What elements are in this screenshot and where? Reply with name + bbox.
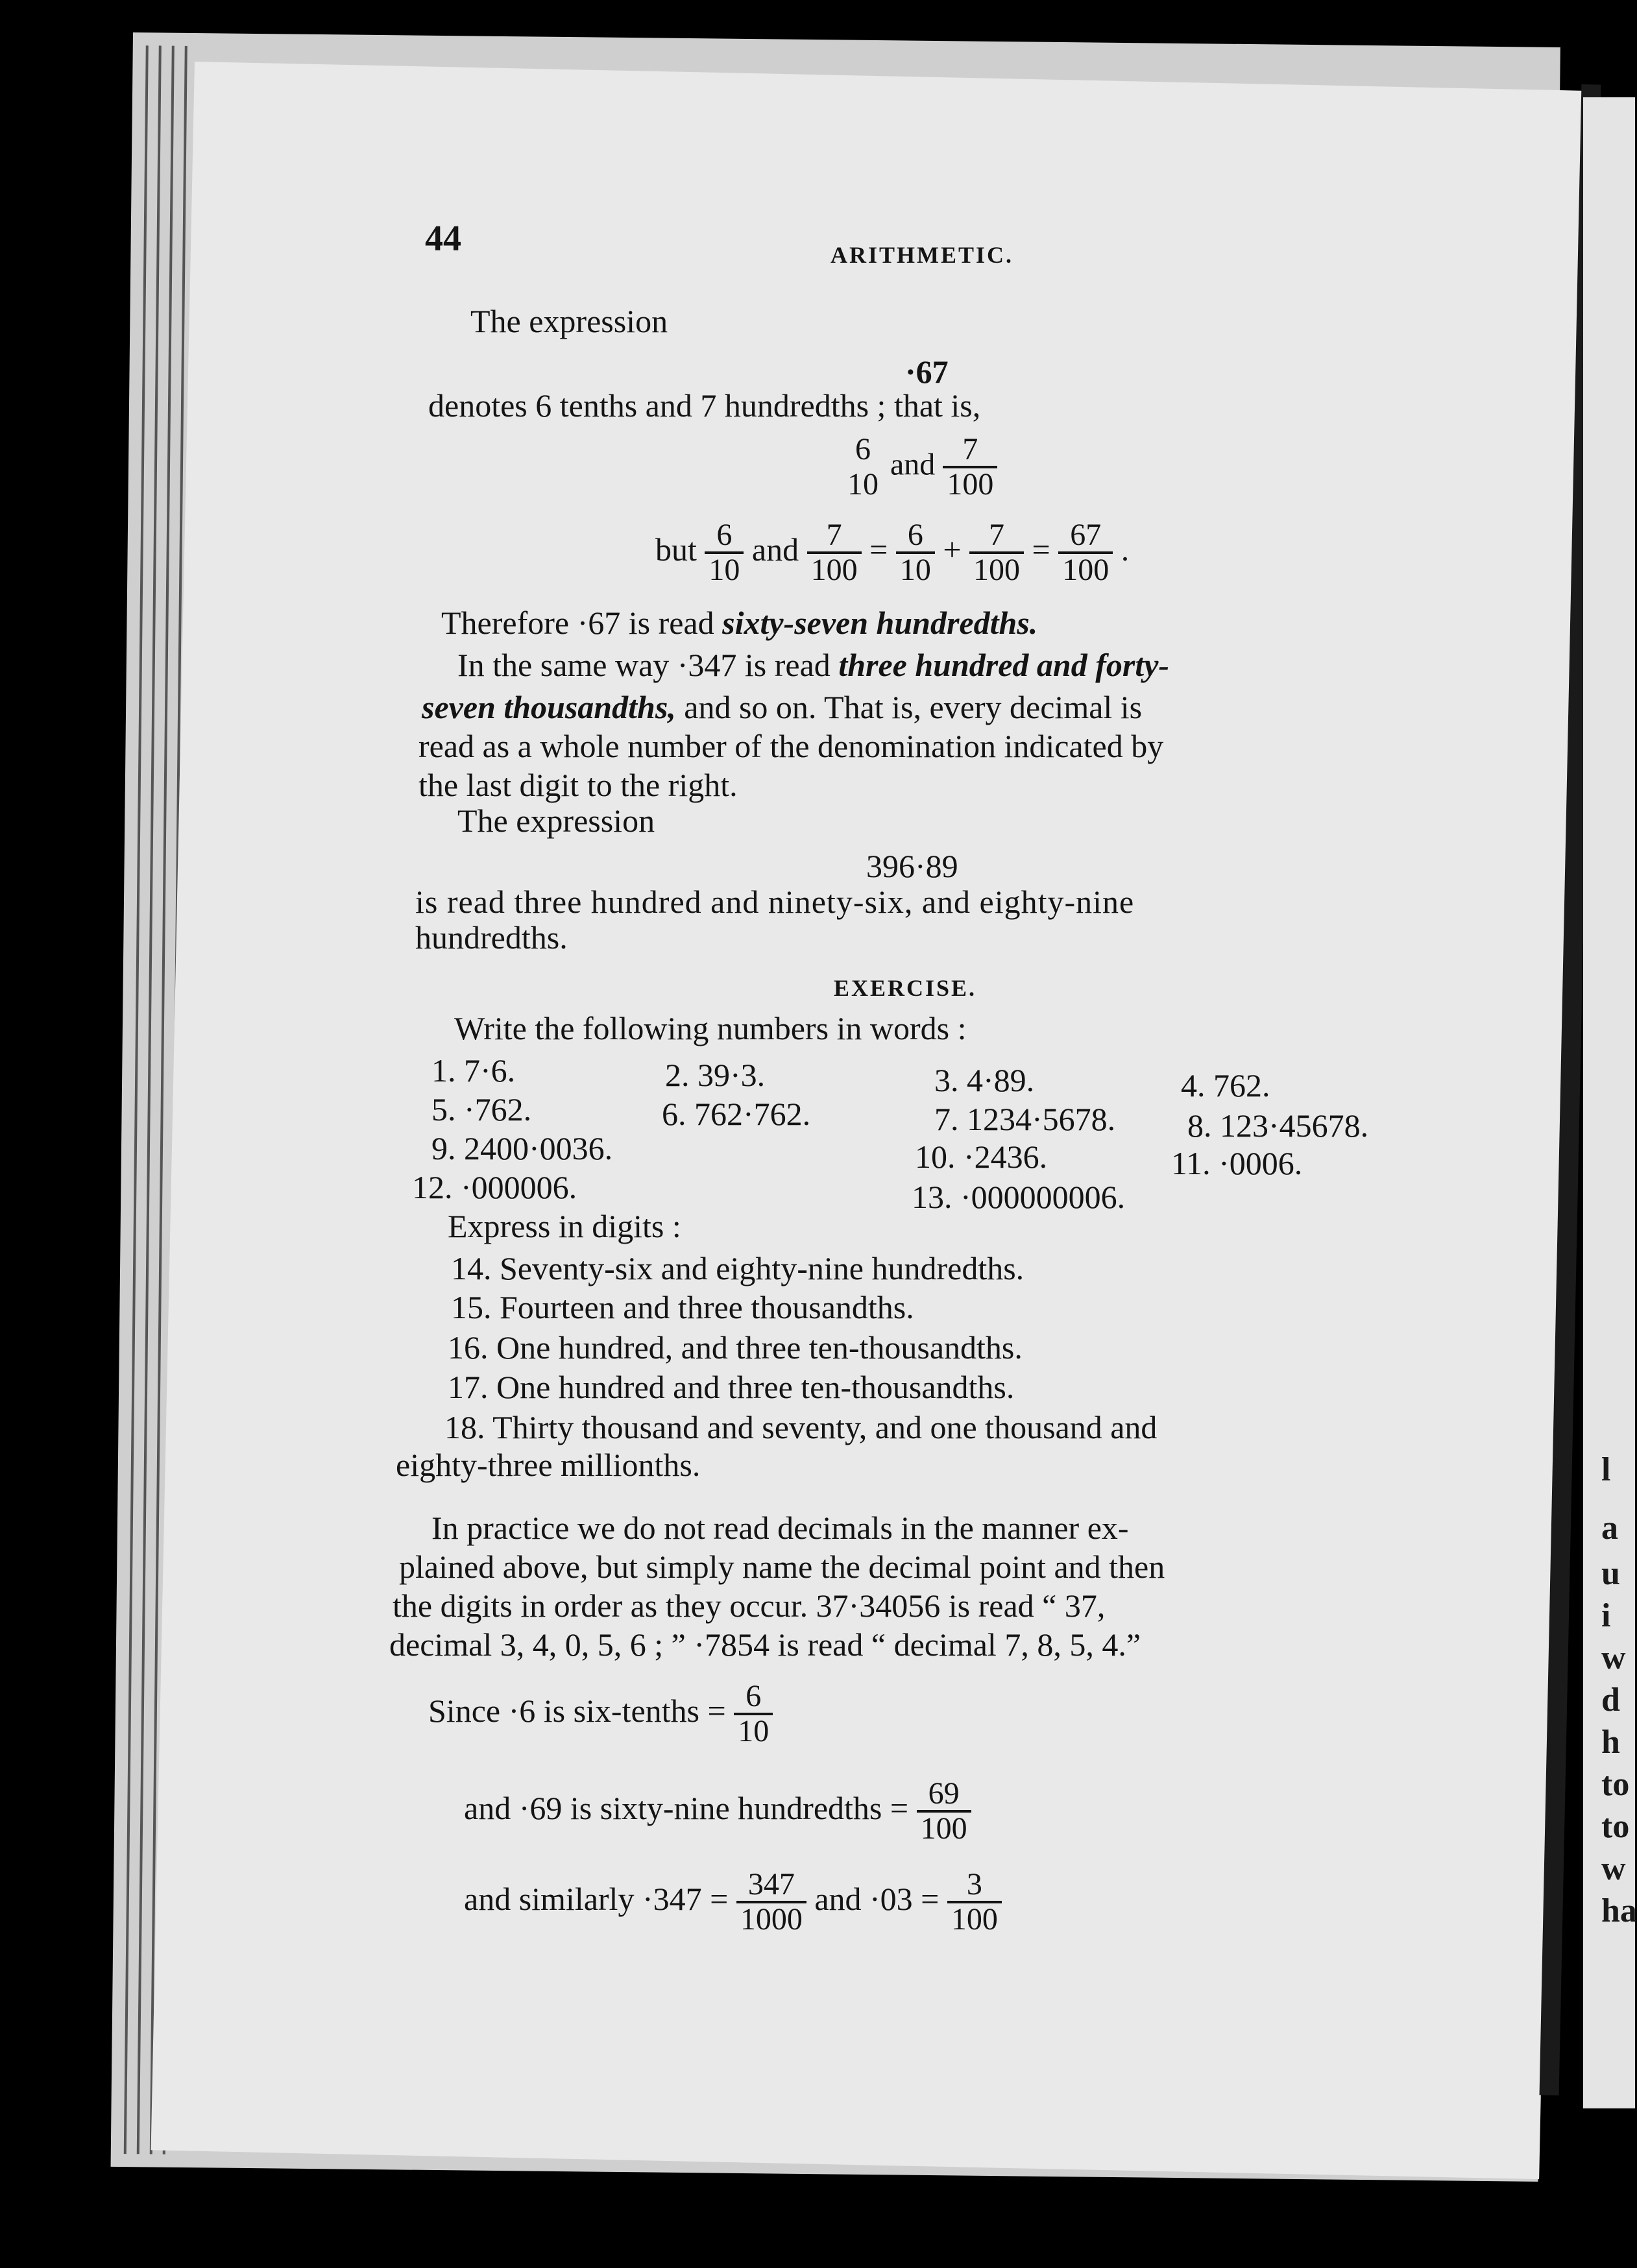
facing-text: to xyxy=(1601,1808,1630,1845)
text-run: Therefore ·67 is read xyxy=(441,605,723,641)
fraction: $\frac{7}{100}$ xyxy=(969,519,1024,587)
fraction: $\frac{69}{100}$ xyxy=(917,1778,971,1846)
facing-text: i xyxy=(1601,1597,1611,1634)
exercise-item: 1. 7·6. xyxy=(431,1052,516,1089)
exercise-item: 11. ·0006. xyxy=(1171,1145,1303,1181)
fraction: $\frac{7}{100}$ xyxy=(807,519,862,587)
running-title: ARITHMETIC. xyxy=(831,242,1014,268)
exercise-item: 5. ·762. xyxy=(431,1091,532,1128)
page-number: 44 xyxy=(425,219,461,259)
fraction: $\frac{347}{1000}$ xyxy=(736,1868,806,1936)
exercise-subheading: Express in digits : xyxy=(448,1208,681,1244)
exercise-item: 2. 39·3. xyxy=(665,1057,766,1093)
paragraph-line: denotes 6 tenths and 7 hundredths ; that is, xyxy=(428,387,981,424)
facing-text: l xyxy=(1601,1451,1611,1488)
exercise-item: 4. 762. xyxy=(1181,1067,1270,1104)
paragraph-line xyxy=(441,607,1037,639)
fraction: $\frac{3}{100}$ xyxy=(947,1868,1002,1936)
equation-fractions xyxy=(843,433,997,501)
italic-text: sixty-seven hundredths. xyxy=(722,605,1038,641)
facing-text: w xyxy=(1601,1639,1626,1676)
text-run: Since ·6 is six-tenths = xyxy=(428,1692,726,1729)
equation-word: but xyxy=(655,531,697,568)
paragraph-line: In practice we do not read decimals in the manner ex- xyxy=(431,1510,1129,1546)
paragraph-line: The expression xyxy=(457,802,655,839)
exercise-item: 8. 123·45678. xyxy=(1187,1107,1369,1144)
exercise-item: 6. 762·762. xyxy=(662,1096,811,1132)
exercise-item: 14. Seventy-six and eighty-nine hundredths. xyxy=(451,1250,1025,1286)
exercise-item: 7. 1234·5678. xyxy=(934,1101,1116,1137)
exercise-item: 15. Fourteen and three thousandths. xyxy=(451,1289,914,1325)
paragraph-line: hundredths. xyxy=(415,919,568,956)
equation-word: and xyxy=(751,531,799,568)
paragraph-line xyxy=(422,691,1142,723)
facing-page xyxy=(1583,97,1635,2108)
fraction: $\frac{6}{10}$ xyxy=(896,519,935,587)
exercise-heading: EXERCISE. xyxy=(834,975,977,1001)
exercise-item: 17. One hundred and three ten-thousandths. xyxy=(448,1369,1015,1405)
exercise-item: 13. ·000000006. xyxy=(912,1179,1126,1215)
italic-text: seven thousandths, xyxy=(422,689,676,725)
facing-text: h xyxy=(1601,1724,1620,1761)
text-run: and ·03 = xyxy=(814,1880,940,1917)
exercise-item: 18. Thirty thousand and seventy, and one thousand and xyxy=(444,1409,1158,1445)
paragraph-line: The expression xyxy=(470,303,668,339)
paragraph-line: plained above, but simply name the decimal point and then xyxy=(399,1549,1165,1585)
facing-text: ha xyxy=(1601,1892,1637,1929)
exercise-item: 16. One hundred, and three ten-thousandths. xyxy=(448,1329,1023,1366)
fraction: $\frac{6}{10}$ xyxy=(705,519,744,587)
text-run: and ·69 is sixty-nine hundredths = xyxy=(464,1789,909,1826)
fraction: $\frac{7}{100}$ xyxy=(943,433,997,501)
text-run: and similarly ·347 = xyxy=(464,1880,729,1917)
equation-word: and xyxy=(890,447,936,482)
text-run: In the same way ·347 is read xyxy=(457,647,839,683)
fraction: $\frac{67}{100}$ xyxy=(1058,519,1113,587)
facing-text: a xyxy=(1601,1510,1618,1547)
text-run: and so on. That is, every decimal is xyxy=(675,689,1143,725)
equals-sign: = xyxy=(1032,531,1050,568)
paragraph-line: the last digit to the right. xyxy=(418,767,738,803)
paragraph-line: read as a whole number of the denomination indicated by xyxy=(418,728,1164,764)
exercise-item-continued: eighty-three millionths. xyxy=(396,1447,701,1483)
paragraph-line xyxy=(457,649,1169,681)
italic-text: three hundred and forty- xyxy=(838,647,1170,683)
plus-sign: + xyxy=(943,531,962,568)
equation-line xyxy=(464,1778,971,1846)
exercise-item: 10. ·2436. xyxy=(915,1139,1048,1175)
exercise-instruction: Write the following numbers in words : xyxy=(454,1010,967,1046)
fraction: $\frac{6}{10}$ xyxy=(734,1680,773,1748)
exercise-item: 3. 4·89. xyxy=(934,1062,1035,1098)
equation-sum xyxy=(655,519,1129,587)
facing-text: to xyxy=(1601,1766,1630,1803)
exercise-item: 9. 2400·0036. xyxy=(431,1130,613,1166)
period: . xyxy=(1121,531,1130,568)
display-expression: 396·89 xyxy=(866,848,958,884)
exercise-item: 12. ·000006. xyxy=(412,1169,577,1205)
facing-text: u xyxy=(1601,1555,1620,1592)
paragraph-line: decimal 3, 4, 0, 5, 6 ; ” ·7854 is read “ decimal 7, 8, 5, 4.” xyxy=(389,1626,1141,1663)
display-expression: ·67 xyxy=(905,354,949,390)
facing-text: d xyxy=(1601,1682,1620,1719)
facing-text: w xyxy=(1601,1850,1626,1887)
fraction: 6 10 xyxy=(847,432,879,502)
equals-sign: = xyxy=(869,531,888,568)
equation-line xyxy=(428,1680,773,1748)
equation-line xyxy=(464,1868,1002,1936)
page-edge xyxy=(124,45,149,2154)
paragraph-line: is read three hundred and ninety-six, and eighty-nine xyxy=(415,884,1135,920)
paragraph-line: the digits in order as they occur. 37·34056 is read “ 37, xyxy=(393,1587,1106,1624)
